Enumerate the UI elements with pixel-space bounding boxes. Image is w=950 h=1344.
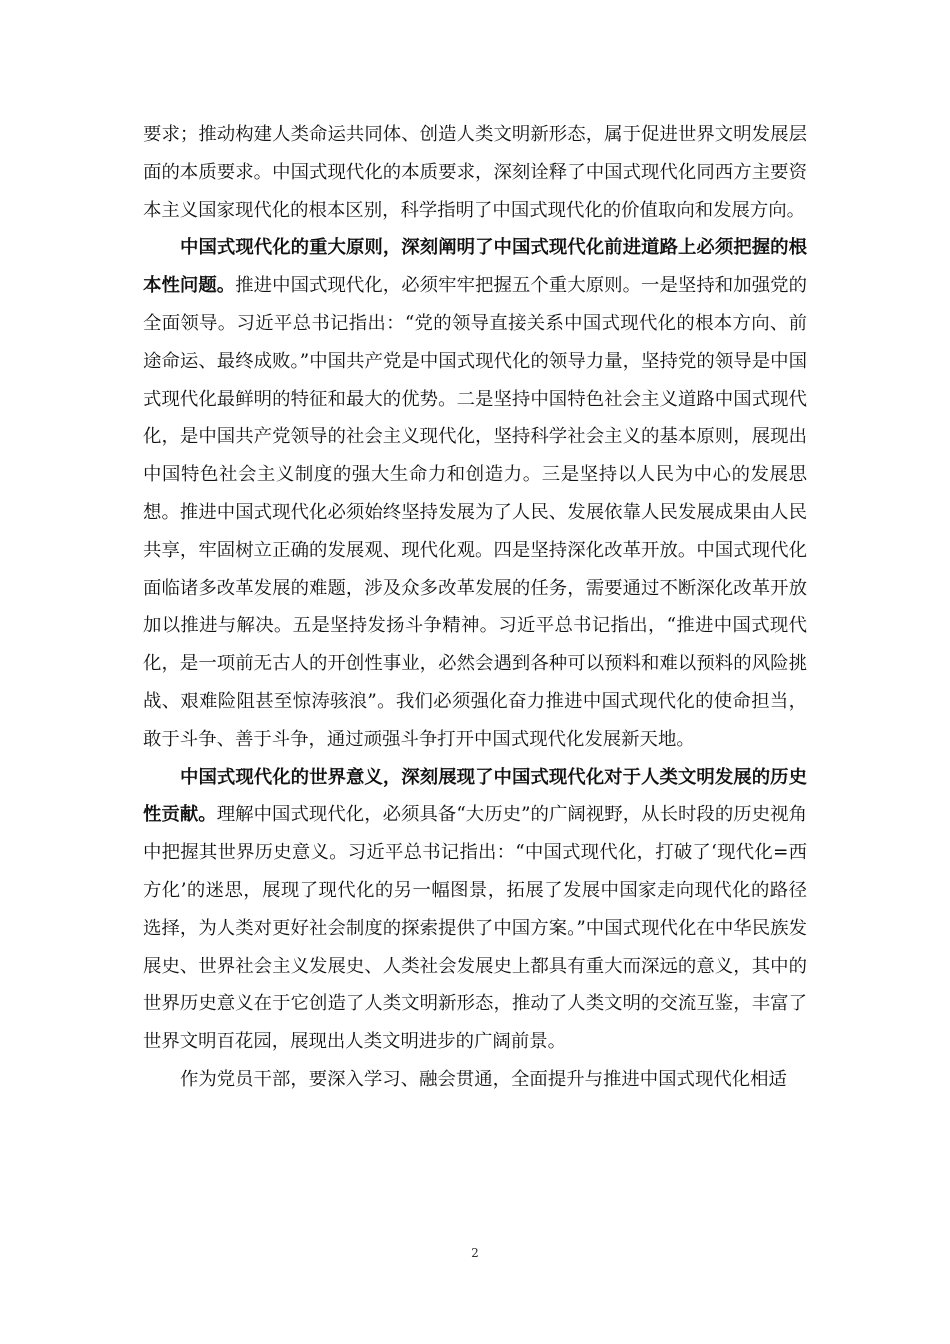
paragraph-continuation bbox=[143, 116, 807, 229]
paragraph-lead: 中国式现代化的重大原则，深刻阐明了中国式现代化前进道路上必须把握的根本性问题。 bbox=[143, 237, 807, 297]
paragraph-cadres bbox=[143, 1061, 807, 1099]
paragraph-world-significance bbox=[143, 759, 807, 1061]
paragraph-text: 理解中国式现代化，必须具备“大历史”的广阔视野，从长时段的历史视角中把握其世界历史意义。习近平总书记指出：“中国式现代化，打破了‘现代化=西方化’的迷思，展现了现代化的另一幅图景，拓展了发展中国家走向现代化的路径选择，为人类对更好社会制度的探索提供了中国方案。”中国式现代化在中华民族发展史、世界社会主义发展史、人类社会发展史上都具有重大而深远的意义，其中的世界历史意义在于它创造了人类文明新形态，推动了人类文明的交流互鉴，丰富了世界文明百花园，展现出人类文明进步的广阔前景。 bbox=[143, 804, 807, 1053]
paragraph-lead: 中国式现代化的世界意义，深刻展现了中国式现代化对于人类文明发展的历史性贡献。 bbox=[143, 766, 807, 826]
paragraph-text: 要求；推动构建人类命运共同体、创造人类文明新形态，属于促进世界文明发展层面的本质要求。中国式现代化的本质要求，深刻诠释了中国式现代化同西方主要资本主义国家现代化的根本区别，科学指明了中国式现代化的价值取向和发展方向。 bbox=[143, 124, 807, 221]
paragraph-text: 作为党员干部，要深入学习、融会贯通，全面提升与推进中国式现代化相适 bbox=[180, 1068, 787, 1090]
paragraph-major-principles bbox=[143, 229, 807, 758]
paragraph-text: 推进中国式现代化，必须牢牢把握五个重大原则。一是坚持和加强党的全面领导。习近平总书记指出：“党的领导直接关系中国式现代化的根本方向、前途命运、最终成败。”中国共产党是中国式现代化的领导力量，坚持党的领导是中国式现代化最鲜明的特征和最大的优势。二是坚持中国特色社会主义道路中国式现代化，是中国共产党领导的社会主义现代化，坚持科学社会主义的基本原则，展现出中国特色社会主义制度的强大生命力和创造力。三是坚持以人民为中心的发展思想。推进中国式现代化必须始终坚持发展为了人民、发展依靠人民发展成果由人民共享，牢固树立正确的发展观、现代化观。四是坚持深化改革开放。中国式现代化面临诸多改革发展的难题，涉及众多改革发展的任务，需要通过不断深化改革开放加以推进与解决。五是坚持发扬斗争精神。习近平总书记指出，“推进中国式现代化，是一项前无古人的开创性事业，必然会遇到各种可以预料和难以预料的风险挑战、艰难险阻甚至惊涛骇浪”。我们必须强化奋力推进中国式现代化的使命担当，敢于斗争、善于斗争，通过顽强斗争打开中国式现代化发展新天地。 bbox=[143, 275, 807, 750]
document-body bbox=[143, 116, 807, 1099]
page-number: 2 bbox=[471, 1246, 479, 1260]
